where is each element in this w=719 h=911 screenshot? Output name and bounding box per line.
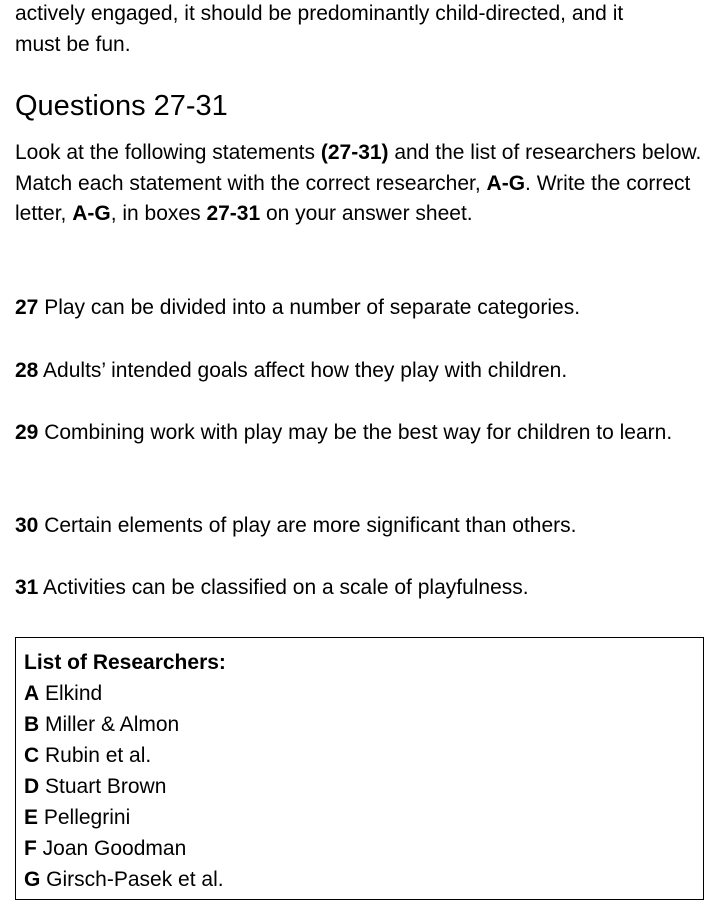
document-page [15, 0, 710, 891]
researcher-name: Joan Goodman [36, 837, 187, 860]
question-30 [15, 510, 710, 541]
researcher-name: Stuart Brown [39, 775, 167, 798]
researcher-name: Rubin et al. [39, 744, 152, 767]
question-text: Certain elements of play are more significant than others. [38, 514, 577, 537]
intro-paragraph [15, 0, 710, 60]
instructions-range: (27-31) [320, 141, 389, 164]
researcher-name: Girsch-Pasek et al. [40, 868, 224, 891]
researcher-item [24, 709, 695, 740]
question-text: Play can be divided into a number of separate categories. [38, 296, 581, 319]
instructions [15, 138, 710, 230]
researcher-letter: G [24, 868, 41, 891]
instructions-letters: A-G [486, 171, 526, 195]
researcher-name: Miller & Almon [39, 713, 180, 736]
researchers-list-box [15, 637, 704, 900]
instructions-text: Look at the following statements [15, 141, 321, 164]
question-number: 29 [15, 421, 39, 444]
researcher-letter: C [24, 744, 40, 767]
researcher-letter: F [24, 837, 37, 860]
question-29 [15, 417, 710, 448]
researcher-letter: A [24, 682, 40, 705]
instructions-text: , in boxes [110, 202, 207, 225]
question-27 [15, 292, 710, 323]
question-text: Activities can be classified on a scale of playfulness. [38, 576, 529, 599]
researcher-name: Pellegrini [38, 806, 131, 829]
question-text: Combining work with play may be the best way for children to learn. [38, 421, 673, 444]
instructions-text: . Write the correct letter, [15, 171, 691, 225]
question-number: 27 [15, 296, 39, 319]
section-heading: Questions 27-31 [15, 90, 228, 122]
researcher-letter: B [24, 713, 40, 736]
question-31 [15, 572, 710, 603]
question-number: 28 [15, 359, 39, 382]
researcher-letter: E [24, 806, 39, 829]
question-text: Adults’ intended goals affect how they play with children. [38, 359, 568, 382]
question-number: 30 [15, 514, 39, 537]
question-28 [15, 355, 710, 386]
instructions-text: Match each statement with the correct researcher, [15, 171, 487, 195]
researcher-name: Elkind [39, 682, 103, 705]
researcher-item [24, 802, 695, 833]
instructions-letters: A-G [72, 202, 111, 225]
researcher-item [24, 864, 695, 895]
researcher-item [24, 771, 695, 802]
instructions-text: on your answer sheet. [260, 202, 473, 225]
researcher-item [24, 678, 695, 709]
instructions-text: and the list of researchers below. [388, 141, 702, 164]
instructions-range: 27-31 [206, 202, 261, 225]
researcher-letter: D [24, 775, 40, 798]
intro-line: actively engaged, it should be predominantly child-directed, and it [15, 2, 624, 25]
question-number: 31 [15, 576, 39, 599]
intro-line: must be fun. [15, 33, 131, 56]
researcher-item [24, 740, 695, 771]
researchers-list-title: List of Researchers: [24, 651, 226, 674]
researcher-item [24, 833, 695, 864]
